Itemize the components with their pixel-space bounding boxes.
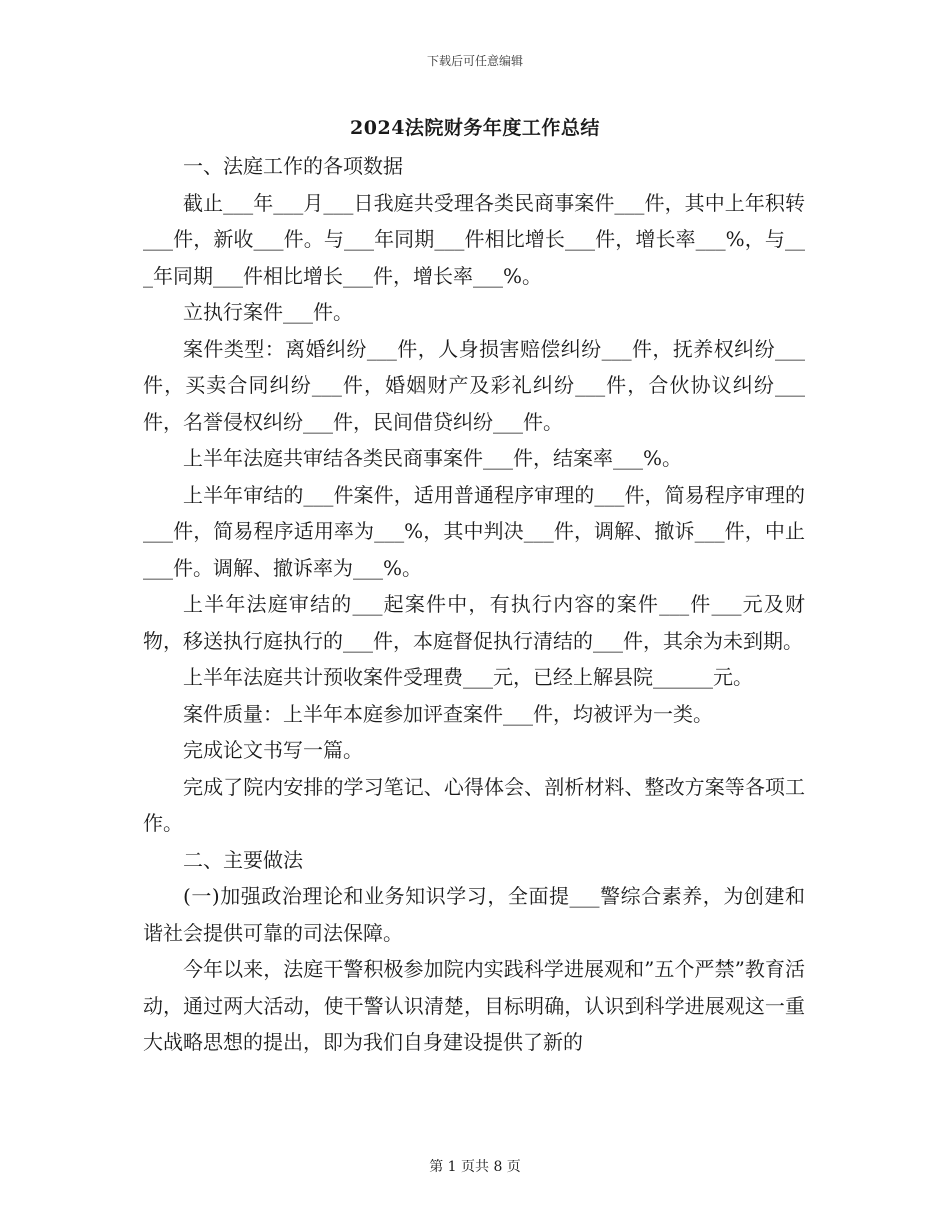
- section-heading: 一、法庭工作的各项数据: [183, 154, 403, 178]
- paragraph: 立执行案件___件。: [183, 300, 353, 324]
- paragraph: 案件类型：离婚纠纷___件，人身损害赔偿纠纷___件，抚养权纠纷___件，买卖合同纠纷___件，婚姻财产及彩礼纠纷___件，合伙协议纠纷___件，名誉侵权纠纷___件，民间借贷纠纷___件。: [143, 336, 805, 434]
- document-body: [143, 148, 805, 1061]
- page-number-footer: 第 1 页共 8 页: [429, 1159, 521, 1175]
- paragraph: 今年以来，法庭干警积极参加院内实践科学进展观和”五个严禁”教育活动，通过两大活动，使干警认识清楚，目标明确，认识到科学进展观这一重大战略思想的提出，即为我们自身建设提供了新的: [143, 957, 805, 1054]
- paragraph: 完成了院内安排的学习笔记、心得体会、剖析材料、整改方案等各项工作。: [143, 774, 805, 835]
- section-heading: 二、主要做法: [183, 847, 303, 872]
- paragraph: 上半年审结的___件案件，适用普通程序审理的___件，简易程序审理的___件，简易程序适用率为___%，其中判决___件，调解、撤诉___件，中止___件。调解、撤诉率为___%。: [143, 482, 805, 580]
- header-note: 下载后可任意编辑: [426, 54, 523, 68]
- document-title: 2024法院财务年度工作总结: [350, 117, 600, 139]
- paragraph: 上半年法庭共审结各类民商事案件___件，结案率___%。: [183, 446, 683, 470]
- paragraph: 截止___年___月___日我庭共受理各类民商事案件___件，其中上年积转___件，新收___件。与___年同期___件相比增长___件，增长率___%，与___年同期___件相比增长___件，增长率___%。: [143, 190, 805, 288]
- paragraph: 上半年法庭审结的___起案件中，有执行内容的案件___件___元及财物，移送执行庭执行的___件，本庭督促执行清结的___件，其余为未到期。: [143, 592, 805, 653]
- paragraph: 完成论文书写一篇。: [183, 738, 363, 762]
- paragraph: (一)加强政治理论和业务知识学习，全面提___警综合素养，为创建和谐社会提供可靠的司法保障。: [143, 884, 805, 945]
- paragraph: 上半年法庭共计预收案件受理费___元，已经上解县院______元。: [183, 665, 753, 689]
- paragraph: 案件质量：上半年本庭参加评查案件___件，均被评为一类。: [183, 701, 713, 726]
